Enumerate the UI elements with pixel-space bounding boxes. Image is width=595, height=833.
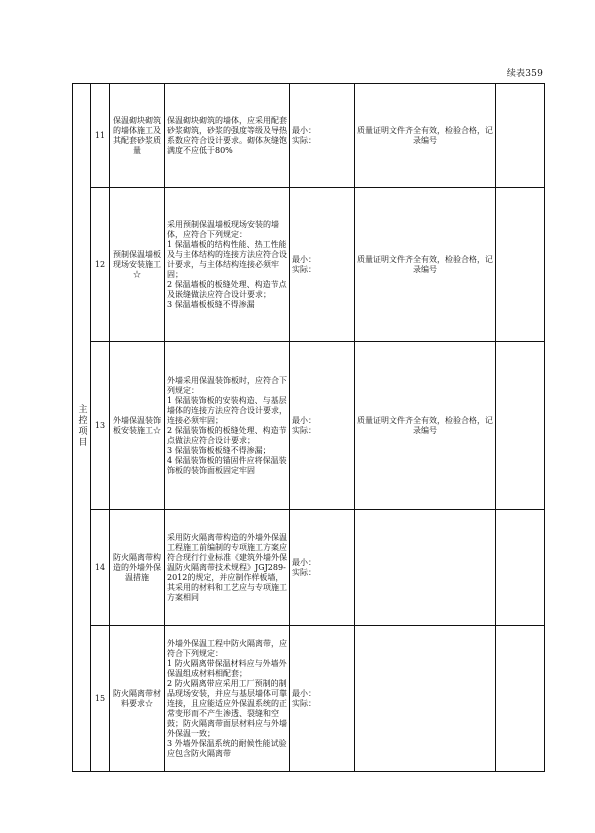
measure-actual: 实际： (292, 567, 316, 577)
check-result: 质量证明文件齐全有效，检验合格，记录编号 (355, 342, 496, 510)
table-continuation-label: 续表359 (506, 69, 543, 79)
measure-actual: 实际： (292, 698, 316, 708)
table-row (73, 510, 545, 626)
requirement-line: 4 保温装饰板的锚固件应将保温装饰板的装饰面板固定牢固 (167, 455, 287, 475)
row-number: 11 (91, 84, 110, 188)
row-number: 15 (91, 626, 110, 772)
requirement-line: 1 防火隔离带保温材料应与外墙外保温组成材料相配套； (167, 658, 287, 678)
requirement-line: 3 保温墙板板缝不得渗漏 (167, 299, 255, 309)
check-result: 质量证明文件齐全有效，检验合格，记录编号 (355, 84, 496, 188)
category-cell (73, 84, 91, 772)
table-row (73, 342, 545, 510)
row-number: 12 (91, 188, 110, 342)
measure-min: 最小： (292, 557, 316, 567)
requirement-line: 保温砌块砌筑的墙体，应采用配套砂浆砌筑，砂浆的强度等级及导热系数应符合设计要求。砌体灰缝饱满度不应低于80% (167, 115, 287, 155)
item-name: 防火隔离带构造的外墙外保温措施 (110, 510, 165, 626)
requirement-line: 采用预制保温墙板现场安装的墙体，应符合下列规定： (167, 219, 279, 239)
requirement-cell (165, 510, 290, 626)
measure-cell (290, 626, 355, 772)
item-name: 外墙保温装饰板安装施工☆ (110, 342, 165, 510)
item-name: 防火隔离带材料要求☆ (110, 626, 165, 772)
measure-min: 最小： (292, 415, 316, 425)
remark-cell (496, 188, 545, 342)
remark-cell (496, 342, 545, 510)
remark-cell (496, 626, 545, 772)
requirement-cell (165, 84, 290, 188)
item-name: 预制保温墙板现场安装施工☆ (110, 188, 165, 342)
table-row (73, 188, 545, 342)
remark-cell (496, 84, 545, 188)
measure-cell (290, 188, 355, 342)
inspection-table (72, 83, 545, 772)
check-result: 质量证明文件齐全有效，检验合格，记录编号 (355, 188, 496, 342)
requirement-line: 外墙外保温工程中防火隔离带，应符合下列规定： (167, 638, 287, 658)
measure-min: 最小： (292, 254, 316, 264)
requirement-cell (165, 342, 290, 510)
check-result (355, 510, 496, 626)
row-number: 14 (91, 510, 110, 626)
table-row (73, 84, 545, 188)
requirement-line: 1 保温装饰板的安装构造、与基层墙体的连接方法应符合设计要求，连接必须牢固； (167, 395, 287, 425)
requirement-cell (165, 188, 290, 342)
measure-actual: 实际： (292, 135, 316, 145)
requirement-line: 3 外墙外保温系统的耐候性能试验应包含防火隔离带 (167, 738, 287, 758)
measure-actual: 实际： (292, 425, 316, 435)
measure-min: 最小： (292, 125, 316, 135)
requirement-line: 2 保温装饰板的板缝处理、构造节点做法应符合设计要求； (167, 425, 287, 445)
requirement-line: 2 保温墙板的板缝处理、构造节点及嵌缝做法应符合设计要求； (167, 279, 287, 299)
remark-cell (496, 510, 545, 626)
measure-actual: 实际： (292, 264, 316, 274)
category-label: 主控项目 (76, 404, 87, 448)
requirement-line: 2 防火隔离带应采用工厂预制的制品现场安装，并应与基层墙体可靠连接，且应能适应外保温系统的正常变形而不产生渗透、裂缝和空鼓；防火隔离带面层材料应与外墙外保温一致； (167, 678, 287, 738)
requirement-cell (165, 626, 290, 772)
measure-cell (290, 342, 355, 510)
requirement-line: 采用防火隔离带构造的外墙外保温工程施工前编制的专项施工方案应符合现行行业标准《建筑外墙外保温防火隔离带技术规程》JGJ289-2012的规定，并应制作样板墙，其采用的材料和工艺应与专项施工方案相同 (167, 532, 287, 602)
requirement-line: 1 保温墙板的结构性能、热工性能及与主体结构的连接方法应符合设计要求，与主体结构连接必须牢固； (167, 239, 287, 279)
requirement-line: 外墙采用保温装饰板时，应符合下列规定： (167, 375, 287, 395)
item-name: 保温砌块砌筑的墙体施工及其配套砂浆质量 (110, 84, 165, 188)
measure-cell (290, 84, 355, 188)
row-number: 13 (91, 342, 110, 510)
check-result (355, 626, 496, 772)
table-row (73, 626, 545, 772)
measure-cell (290, 510, 355, 626)
measure-min: 最小： (292, 688, 316, 698)
requirement-line: 3 保温装饰板板缝不得渗漏； (167, 445, 271, 455)
